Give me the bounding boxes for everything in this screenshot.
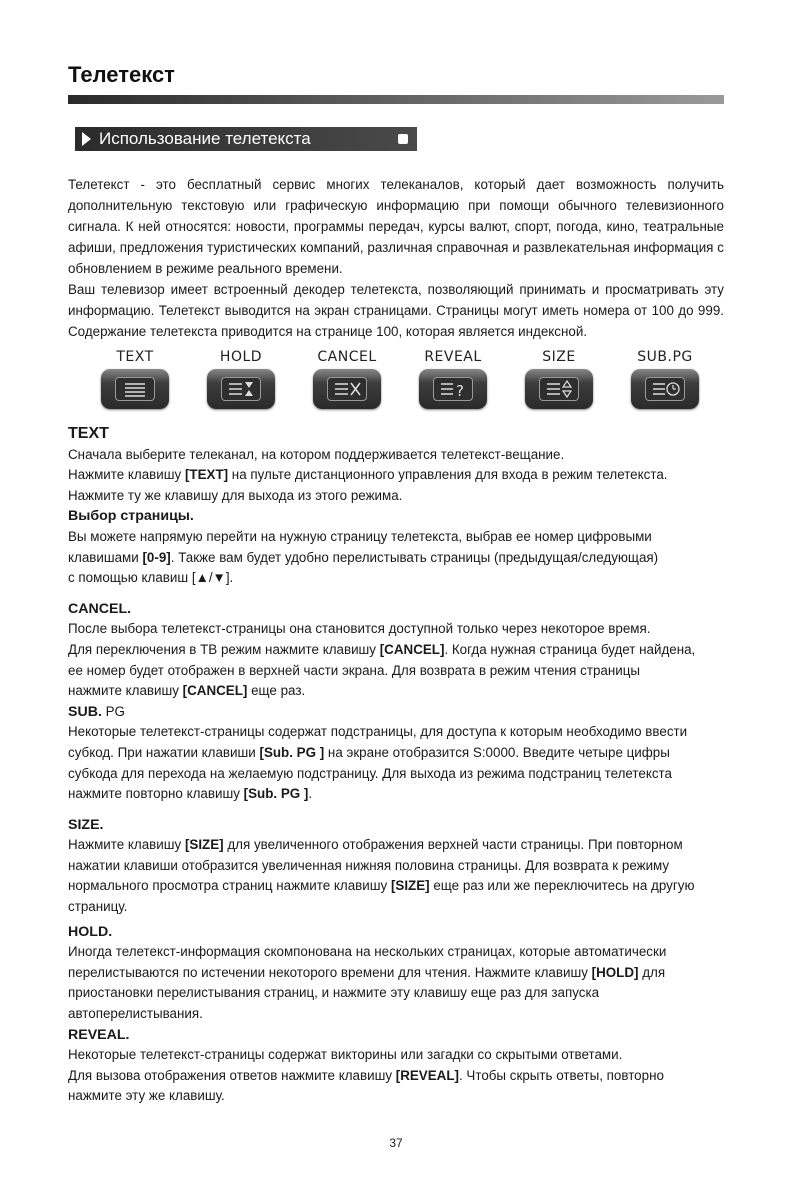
subpg-line-3: субкода для перехода на желаемую подстраницу. Для выхода из режима подстраниц телетекста — [68, 765, 672, 781]
cancel-line-3: ее номер будет отображен в верхней части экрана. Для возврата в режим чтения страницы — [68, 662, 641, 678]
remote-button-label: TEXT — [116, 349, 154, 365]
cancel-line-4: нажмите клавишу [CANCEL] еще раз. — [68, 683, 306, 699]
remote-button-body — [525, 369, 593, 409]
intro-text — [68, 174, 724, 342]
remote-button-body — [631, 369, 699, 409]
arrow-right-icon — [82, 132, 91, 146]
remote-button-label: REVEAL — [424, 349, 482, 365]
cancel-icon — [327, 377, 367, 401]
page-select-line-3: с помощью клавиш [▲/▼]. — [68, 570, 234, 586]
remote-button-size — [519, 347, 599, 409]
instructions-body — [68, 424, 748, 1107]
cancel-heading: CANCEL. — [68, 600, 132, 617]
text-line-1: Сначала выберите телеканал, на котором поддерживается телетекст-вещание. — [68, 446, 565, 462]
remote-button-subpg — [625, 347, 705, 409]
arrow-keys-icon: ▲/▼ — [195, 570, 226, 586]
remote-button-label: SIZE — [542, 349, 576, 365]
remote-button-reveal — [413, 347, 493, 409]
svg-text:?: ? — [456, 382, 464, 400]
subpg-line-2: субкод. При нажатии клавиши [Sub. PG ] на экране отобразится S:0000. Введите четыре цифры — [68, 744, 670, 760]
subpg-heading: SUB. PG — [68, 703, 125, 720]
cancel-line-1: После выбора телетекст-страницы она становится доступной только через некоторое время. — [68, 621, 651, 637]
subpg-line-4: нажмите повторно клавишу [Sub. PG ]. — [68, 786, 313, 802]
remote-button-hold — [201, 347, 281, 409]
size-icon — [539, 377, 579, 401]
size-heading: SIZE. — [68, 816, 104, 833]
hold-line-3: приостановки перелистывания страниц, и нажмите эту клавишу еще раз для запуска — [68, 985, 600, 1001]
remote-button-body — [419, 369, 487, 409]
remote-button-body — [207, 369, 275, 409]
reveal-line-3: нажмите эту же клавишу. — [68, 1088, 225, 1104]
page-select-heading: Выбор страницы. — [68, 508, 194, 525]
remote-button-label: SUB.PG — [637, 349, 693, 365]
page-title: Телетекст — [68, 62, 175, 87]
text-line-2: Нажмите клавишу [TEXT] на пульте дистанционного управления для входа в режим телетекста. — [68, 467, 668, 483]
size-line-3: нормального просмотра страниц нажмите клавишу [SIZE] еще раз или же переключитесь на другую — [68, 878, 695, 894]
remote-button-label: HOLD — [219, 349, 263, 365]
remote-button-body — [101, 369, 169, 409]
size-line-2: нажатии клавиши отобразится увеличенная нижняя половина страницы. Для возврата к режиму — [68, 857, 670, 873]
hold-heading: HOLD. — [68, 923, 113, 940]
reveal-line-2: Для вызова отображения ответов нажмите клавишу [REVEAL]. Чтобы скрыть ответы, повторно — [68, 1067, 664, 1083]
hold-line-1: Иногда телетекст-информация скомпонована на нескольких страницах, которые автоматически — [68, 944, 667, 960]
text-line-3: Нажмите ту же клавишу для выхода из этого режима. — [68, 487, 403, 503]
remote-button-body — [313, 369, 381, 409]
hold-line-4: автоперелистывания. — [68, 1006, 203, 1022]
remote-buttons-row — [95, 347, 725, 412]
cancel-line-2: Для переключения в ТВ режим нажмите клавишу [CANCEL]. Когда нужная страница будет найдена, — [68, 641, 696, 657]
hold-icon — [221, 377, 261, 401]
intro-paragraph-2: Ваш телевизор имеет встроенный декодер телетекста, позволяющий принимать и просматривать эту информацию. Телетекст выводится на экран страницами. Страницы могут иметь номера от 100 до 999. Содержание телетекста приводится на странице 100, которая является индексной. — [68, 282, 724, 339]
reveal-icon — [433, 377, 473, 401]
title-rule — [68, 95, 724, 104]
square-icon — [398, 134, 408, 144]
size-line-4: страницу. — [68, 899, 128, 915]
intro-paragraph-1: Телетекст - это бесплатный сервис многих телеканалов, который дает возможность получить дополнительную текстовую или графическую информацию при помощи обычного телевизионного сигнала. К ней относятся: новости, программы передач, курсы валют, спорт, погода, кино, театральные афиши, предложения туристических компаний, различная справочная и развлекательная информация с обновлением в режиме реального времени. — [68, 177, 724, 276]
section-title: Использование телетекста — [99, 129, 311, 148]
size-line-1: Нажмите клавишу [SIZE] для увеличенного отображения верхней части страницы. При повторном — [68, 837, 683, 853]
page-number: 37 — [389, 1136, 403, 1150]
reveal-line-1: Некоторые телетекст-страницы содержат викторины или загадки со скрытыми ответами. — [68, 1047, 623, 1063]
subpg-line-1: Некоторые телетекст-страницы содержат подстраницы, для доступа к которым необходимо ввести — [68, 724, 688, 740]
reveal-heading: REVEAL. — [68, 1026, 130, 1043]
section-header-bar — [75, 127, 417, 151]
remote-button-label: CANCEL — [317, 349, 377, 365]
list-icon — [115, 377, 155, 401]
text-heading: TEXT — [68, 425, 109, 442]
clock-icon — [645, 377, 685, 401]
remote-button-text — [95, 347, 175, 409]
page-select-line-1: Вы можете напрямую перейти на нужную страницу телетекста, выбрав ее номер цифровыми — [68, 528, 652, 544]
remote-button-cancel — [307, 347, 387, 409]
hold-line-2: перелистываются по истечении некоторого времени для чтения. Нажмите клавишу [HOLD] для — [68, 964, 666, 980]
page-select-line-2: клавишами [0-9]. Также вам будет удобно перелистывать страницы (предыдущая/следующая) — [68, 549, 659, 565]
